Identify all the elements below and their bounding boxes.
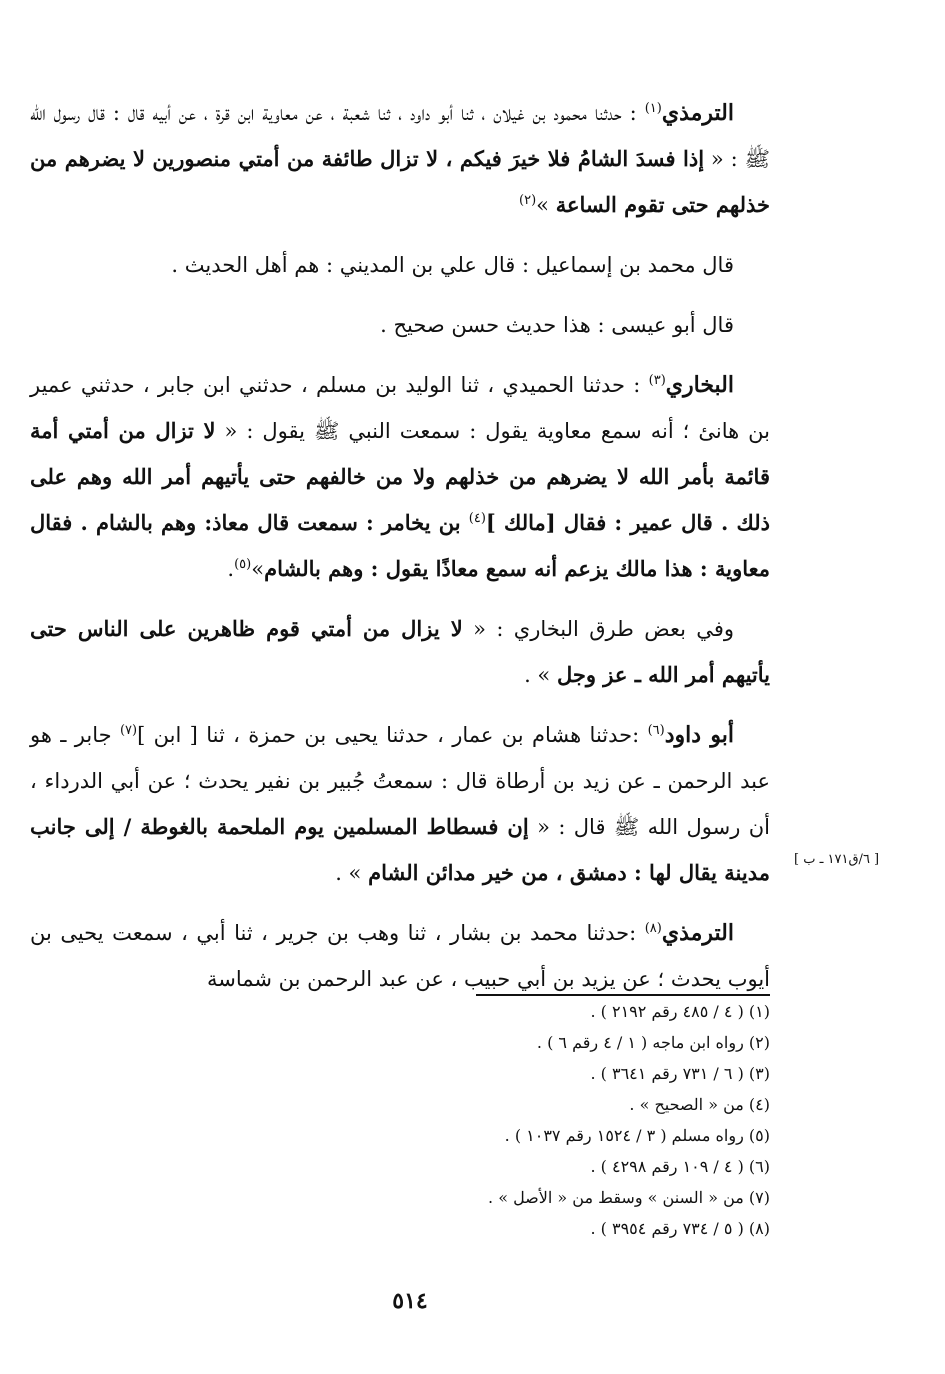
footnote-item: (٧) من « السنن » وسقط من « الأصل » . <box>488 1188 770 1207</box>
footnotes-list <box>210 996 770 1244</box>
footnote-ref: (٦) <box>647 723 665 738</box>
intro-text: وفي بعض طرق البخاري : « <box>462 617 734 641</box>
isnad-text: : حدثنا الحميدي ، ثنا الوليد بن مسلم ، حدثني ابن جابر ، حدثني عمير بن هانئ ؛ أنه سمع معاوية يقول : سمعت النبي ﷺ يقول : « <box>30 373 770 443</box>
footnote-ref: (١) <box>644 101 662 116</box>
footnote-item: (١) ( ٤ / ٤٨٥ رقم ٢١٩٢ ) . <box>590 1002 770 1021</box>
isnad-text: :حدثنا هشام بن عمار ، حدثنا يحيى بن حمزة ، ثنا [ ابن ] <box>137 723 648 747</box>
isnad-text: : حدثنا محمود بن غيلان ، ثنا أبو داود ، ثنا شعبة ، عن معاوية ابن قرة ، عن أبيه قال : قال رسول الله ﷺ : « <box>30 101 770 171</box>
quote-close: » . <box>335 861 369 885</box>
footnote-ref: (٥) <box>234 557 252 572</box>
hadith-text: لا يزال من أمتي قوم ظاهرين على الناس حتى يأتيهم أمر الله ـ عز وجل <box>30 616 770 687</box>
footnote-item: (٦) ( ٤ / ١٠٩ رقم ٤٢٩٨ ) . <box>590 1157 770 1176</box>
paragraph-bukhari-variant <box>30 606 770 698</box>
hadith-text-cont: بن يخامر : سمعت قال معاذ: وهم بالشام . فقال معاوية : هذا مالك يزعم أنه سمع معاذًا يقول : وهم بالشام <box>30 510 770 581</box>
footnote-ref: (٣) <box>648 373 666 388</box>
page-number: ٥١٤ <box>392 1288 428 1314</box>
isnad-text: :حدثنا محمد بن بشار ، ثنا وهب بن جرير ، ثنا أبي ، سمعت يحيى بن أيوب يحدث ؛ عن يزيد بن أبي حبيب ، عن عبد الرحمن بن شماسة <box>30 921 770 991</box>
hadith-text-cont: . قال عمير : فقال [مالك ] <box>485 510 737 535</box>
isnad-text-cont: جابر ـ هو عبد الرحمن ـ عن زيد بن أرطاة قال : سمعتُ جُبير بن نفير يحدث ؛ عن أبي الدرداء ، أن رسول الله ﷺ قال : « <box>30 723 770 839</box>
paragraph-comment-1: قال محمد بن إسماعيل : قال علي بن المديني : هم أهل الحديث . <box>171 253 734 277</box>
quote-close: » <box>251 557 265 581</box>
footnote-ref: (٤) <box>468 511 486 526</box>
footnote-ref: (٨) <box>644 921 662 936</box>
paragraph-tirmidhi-1 <box>30 90 770 228</box>
manuscript-folio-note: [ ٦/ق١٧١ ـ ب ] <box>794 852 880 867</box>
quote-close: » . <box>524 663 557 687</box>
source-name: البخاري <box>665 372 734 398</box>
footnote-item: (٨) ( ٥ / ٧٣٤ رقم ٣٩٥٤ ) . <box>590 1219 770 1238</box>
period: . <box>227 557 235 581</box>
paragraph-bukhari <box>30 362 770 592</box>
hadith-text: إذا فسدَ الشامُ فلا خيرَ فيكم ، لا تزال طائفة من أمتي منصورين لا يضرهم من خذلهم حتى تقوم الساعة <box>30 146 770 217</box>
source-name: أبو داود <box>664 722 735 748</box>
main-text <box>30 90 770 1016</box>
footnote-item: (٣) ( ٦ / ٧٣١ رقم ٣٦٤١ ) . <box>590 1064 770 1083</box>
hadith-text: لا تزال من أمتي أمة قائمة بأمر الله لا يضرهم من خذلهم ولا من خالفهم حتى يأتيهم أمر الله وهم على ذلك <box>30 418 770 535</box>
footnote-ref: (٢) <box>519 193 537 208</box>
source-name: الترمذي <box>661 920 734 946</box>
footnote-item: (٥) رواه مسلم ( ٣ / ١٥٢٤ رقم ١٠٣٧ ) . <box>504 1126 770 1145</box>
footnote-item: (٤) من « الصحيح » . <box>629 1095 770 1114</box>
hadith-text: إن فسطاط المسلمين يوم الملحمة بالغوطة / إلى جانب مدينة يقال لها : دمشق ، من خير مدائن الشام <box>30 814 770 885</box>
source-name: الترمذي <box>661 100 734 126</box>
paragraph-abu-dawud <box>30 712 770 896</box>
quote-close: » <box>536 193 556 217</box>
footnote-item: (٢) رواه ابن ماجه ( ١ / ٤ رقم ٦ ) . <box>536 1033 770 1052</box>
paragraph-tirmidhi-2 <box>30 910 770 1002</box>
paragraph-comment-2: قال أبو عيسى : هذا حديث حسن صحيح . <box>380 313 734 337</box>
footnote-ref: (٧) <box>119 723 138 738</box>
